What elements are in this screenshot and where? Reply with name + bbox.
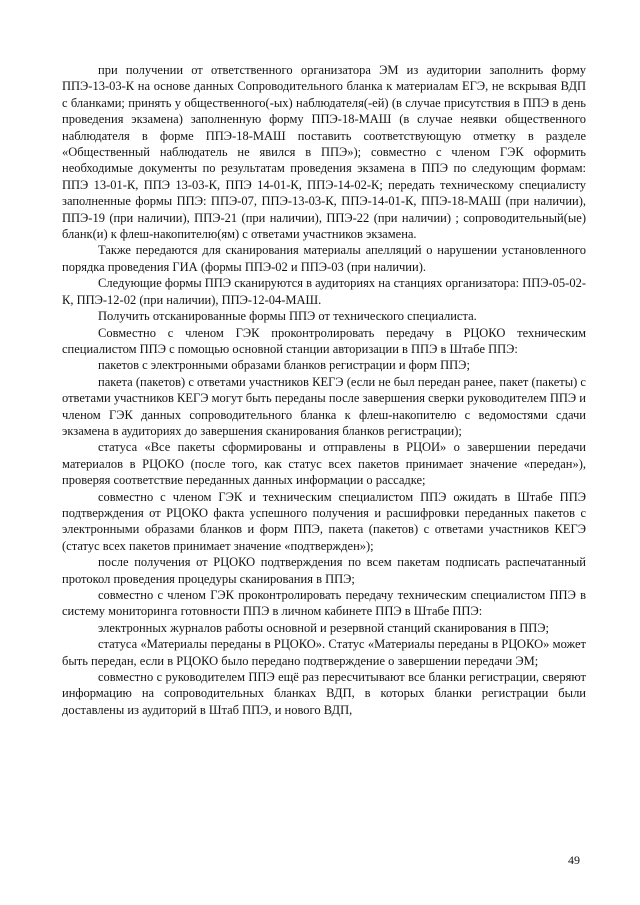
paragraph: Совместно с членом ГЭК проконтролировать передачу в РЦОКО техническим специалистом ППЭ с помощью основной станции авторизации в ППЭ в Штабе ППЭ:: [62, 325, 586, 356]
paragraph: Также передаются для сканирования материалы апелляций о нарушении установленного порядка проведения ГИА (формы ППЭ-02 и ППЭ-03 (при наличии).: [62, 243, 586, 274]
paragraph: совместно с членом ГЭК и техническим специалистом ППЭ ожидать в Штабе ППЭ подтверждения от РЦОКО факта успешного получения и расшифровки переданных пакетов с электронными образами бланков и форм ППЭ, пакета (пакетов) с ответами участников КЕГЭ (статус всех пакетов принимает значение «подтвержден»);: [62, 489, 586, 553]
page-number: 49: [568, 853, 580, 867]
paragraph: статуса «Материалы переданы в РЦОКО». Статус «Материалы переданы в РЦОКО» может быть передан, если в РЦОКО было передано подтверждение о завершении передачи ЭМ;: [62, 637, 586, 668]
paragraph: статуса «Все пакеты сформированы и отправлены в РЦОИ» о завершении передачи материалов в РЦОКО (после того, как статус всех пакетов принимает значение «передан»), проверяя соответствие переданных данных информации о рассадке;: [62, 440, 586, 488]
paragraph: пакета (пакетов) с ответами участников КЕГЭ (если не был передан ранее, пакет (пакеты) с ответами участников КЕГЭ могут быть переданы после завершения сверки руководителем ППЭ и членом ГЭК данных сопроводительного бланка к флеш-накопителю с ведомостями сдачи экзамена в аудиториях до завершения сканирования бланков регистрации);: [62, 374, 586, 438]
paragraph: Получить отсканированные формы ППЭ от технического специалиста.: [98, 309, 477, 324]
paragraph: совместно с руководителем ППЭ ещё раз пересчитывают все бланки регистрации, сверяют информацию на сопроводительных бланках ВДП, в которых бланки регистрации были доставлены из аудиторий в Штаб ППЭ, и нового ВДП,: [62, 670, 586, 717]
paragraph: Следующие формы ППЭ сканируются в аудиториях на станциях организатора: ППЭ-05-02-К, ППЭ-12-02 (при наличии), ППЭ-12-04-МАШ.: [62, 276, 586, 307]
document-page-body: [62, 62, 586, 718]
paragraph: после получения от РЦОКО подтверждения по всем пакетам подписать распечатанный протокол проведения процедуры сканирования в ППЭ;: [62, 555, 586, 586]
paragraph: электронных журналов работы основной и резервной станций сканирования в ППЭ;: [98, 620, 549, 635]
paragraph: совместно с членом ГЭК проконтролировать передачу техническим специалистом ППЭ в систему мониторинга готовности ППЭ в личном кабинете ППЭ в Штабе ППЭ:: [62, 588, 586, 619]
paragraph: пакетов с электронными образами бланков регистрации и форм ППЭ;: [98, 358, 470, 373]
paragraph: при получении от ответственного организатора ЭМ из аудитории заполнить форму ППЭ-13-03-К на основе данных Сопроводительного бланка к материалам ЕГЭ, не вскрывая ВДП с бланками; принять у общественного(-ых) наблюдателя(-ей) (в случае присутствия в ППЭ в день проведения экзамена) заполненную форму ППЭ-18-МАШ (в случае неявки общественного наблюдателя в форме ППЭ-18-МАШ поставить соответствующую отметку в разделе «Общественный наблюдатель не явился в ППЭ»); совместно с членом ГЭК оформить необходимые документы по результатам проведения экзамена в ППЭ по следующим формам: ППЭ 13-01-К, ППЭ 13-03-К, ППЭ 14-01-К, ППЭ-14-02-К; передать техническому специалисту заполненные формы ППЭ: ППЭ-07, ППЭ-13-03-К, ППЭ-14-01-К, ППЭ-18-МАШ (при наличии), ППЭ-19 (при наличии), ППЭ-21 (при наличии), ППЭ-22 (при наличии) ; сопроводительный(ые) бланк(и) к флеш-накопителю(ям) с ответами участников экзамена.: [62, 63, 586, 242]
